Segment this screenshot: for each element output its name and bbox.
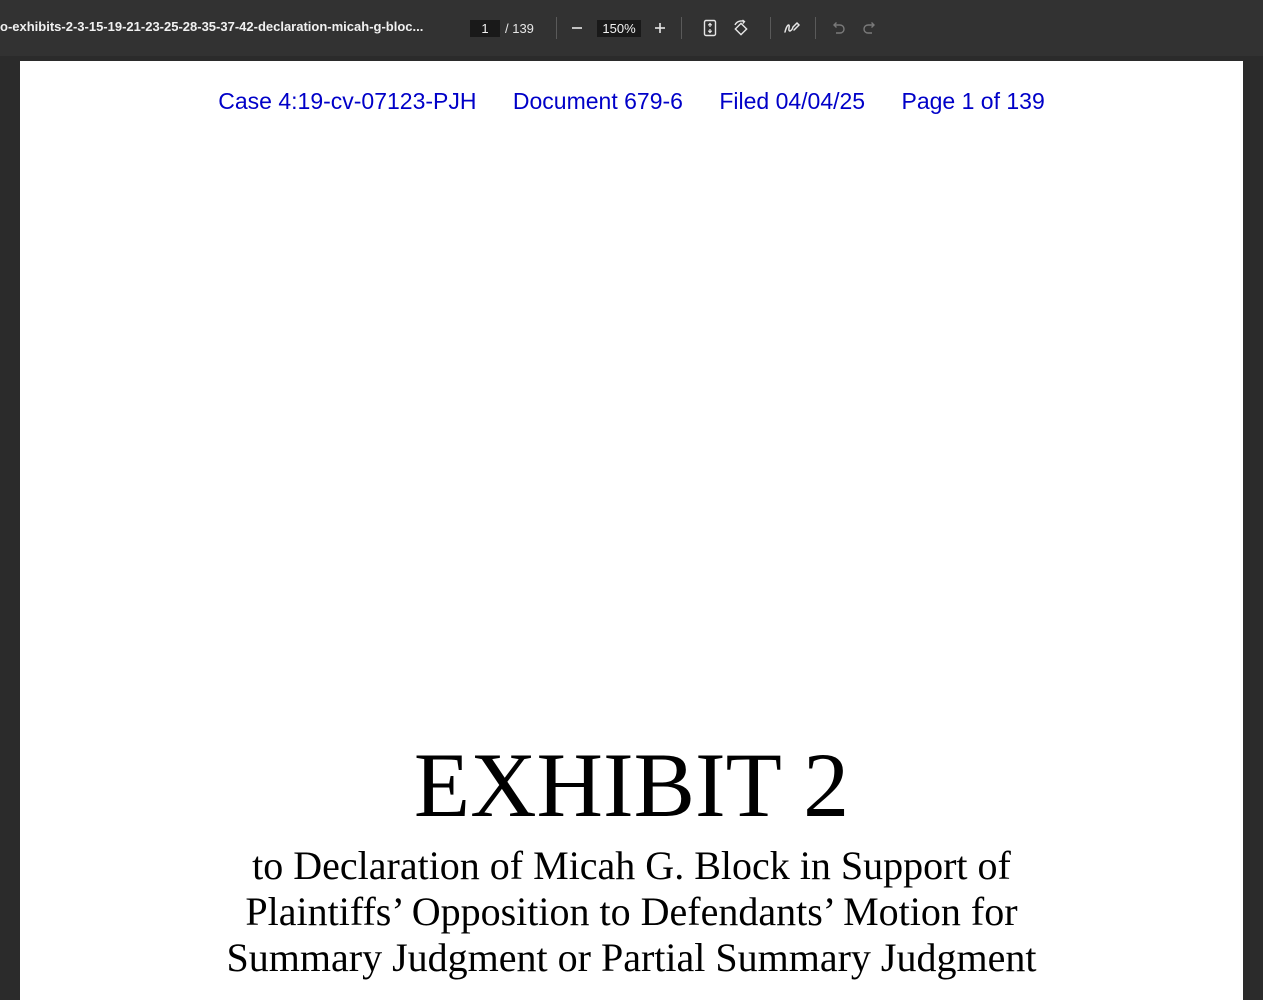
document-number: Document 679-6 (512, 88, 683, 114)
rotate-icon (732, 19, 750, 37)
toolbar-divider (770, 17, 771, 39)
zoom-level-input[interactable] (597, 20, 641, 37)
exhibit-subtitle-line: Summary Judgment or Partial Summary Judgment (226, 935, 1037, 980)
exhibit-subtitle-line: to Declaration of Micah G. Block in Support of (252, 843, 1011, 888)
zoom-out-button[interactable] (563, 14, 591, 42)
redo-icon (862, 21, 878, 35)
toolbar-divider (556, 17, 557, 39)
pdf-viewer-area[interactable] (0, 56, 1263, 1000)
draw-icon (783, 20, 801, 36)
fit-page-icon (702, 19, 718, 37)
page-number-input[interactable] (470, 20, 500, 37)
redo-button[interactable] (856, 14, 884, 42)
draw-button[interactable] (778, 14, 806, 42)
toolbar-divider (681, 17, 682, 39)
zoom-in-button[interactable] (646, 14, 674, 42)
court-filing-stamp (20, 88, 1243, 115)
toolbar-divider (815, 17, 816, 39)
rotate-button[interactable] (727, 14, 755, 42)
pdf-page (20, 61, 1243, 1000)
zoom-out-icon (570, 21, 584, 35)
exhibit-subtitle-line: Plaintiffs’ Opposition to Defendants’ Motion for (245, 889, 1018, 934)
filed-date: Filed 04/04/25 (719, 88, 866, 114)
case-number: Case 4:19-cv-07123-PJH (218, 88, 477, 114)
exhibit-subtitle (20, 843, 1243, 981)
page-count: Page 1 of 139 (901, 88, 1045, 114)
zoom-in-icon (653, 21, 667, 35)
fit-page-button[interactable] (696, 14, 724, 42)
pdf-toolbar (0, 0, 1263, 56)
page-total-label: / 139 (505, 21, 534, 36)
undo-button[interactable] (824, 14, 852, 42)
exhibit-title: EXHIBIT 2 (413, 734, 850, 836)
document-title: o-exhibits-2-3-15-19-21-23-25-28-35-37-42-declaration-micah-g-bloc... (0, 19, 424, 34)
undo-icon (830, 21, 846, 35)
